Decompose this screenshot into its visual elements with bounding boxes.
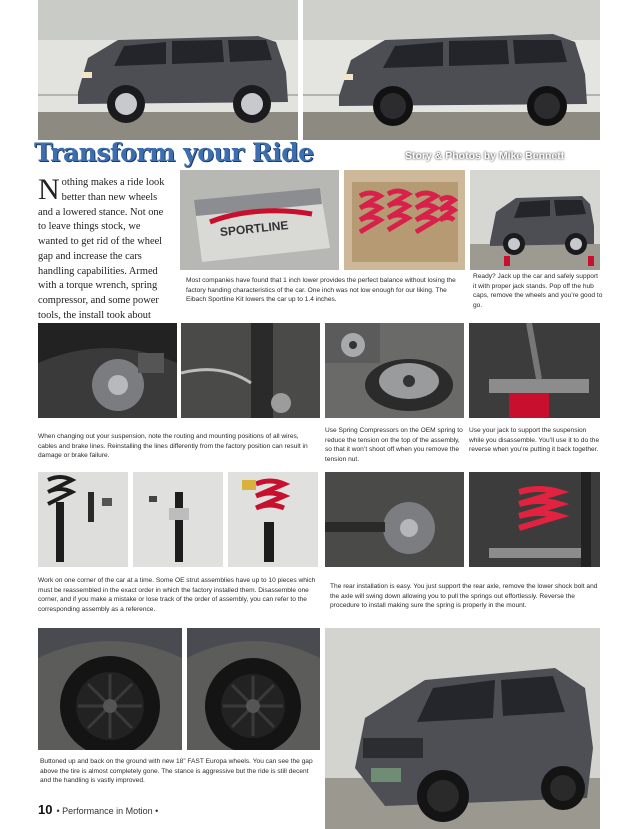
- page-footer: [38, 802, 158, 817]
- intro-paragraph: [38, 173, 166, 338]
- rear-spring-photo: [469, 472, 600, 567]
- after-car-photo: [303, 0, 600, 140]
- intro-text: othing makes a ride look better than new wheels and a lowered stance. Not one to leave things stock, we wanted to get rid of the wheel gap and increase the cars handling capabilities. Armed with a torque wrench, spring compressor, and some power tools, the install took about: [38, 177, 165, 321]
- caption-wheels: Buttoned up and back on the ground with new 18” FAST Europa wheels. You can see the gap above the tire is almost completely gone. The stance is aggressive but the ride is still decent and the handling is vastly improved.: [40, 758, 313, 785]
- finished-car-photo: [325, 628, 600, 829]
- wheel-well-photo: [38, 323, 177, 418]
- caption-jack: Ready? Jack up the car and safely support it with proper jack stands. Pop off the hub caps, remove the wheels and you’re good to go.: [473, 273, 603, 309]
- drop-cap: N: [38, 173, 60, 206]
- article-byline: Story & Photos by Mike Bennett: [405, 150, 565, 162]
- strut-partial-photo: [133, 472, 223, 567]
- jack-support-photo: [469, 323, 600, 418]
- spring-compressor-photo: [325, 323, 464, 418]
- front-wheel-photo: [38, 628, 182, 750]
- publication-name: • Performance in Motion •: [56, 806, 159, 816]
- caption-compressor: Use Spring Compressors on the OEM spring to reduce the tension on the top of the assembly, so that it won’t shoot off when you remove the tension nut.: [325, 427, 463, 463]
- strut-lines-photo: [181, 323, 320, 418]
- page-number: 10: [38, 802, 53, 817]
- before-car-photo: [38, 0, 298, 140]
- rear-wheel-photo: [187, 628, 320, 750]
- caption-corner: Work on one corner of the car at a time. Some OE strut assemblies have up to 10 pieces which must be reassembled in the exact order in which the factory installed them. Disassemble one corner, and if you make a mistake or lose track of the order of assembly, you can refer to the corresponding assembly as a reference.: [38, 577, 316, 613]
- springs-box-photo: [344, 170, 465, 270]
- new-strut-assembly-photo: [228, 472, 318, 567]
- rear-axle-photo: [325, 472, 464, 567]
- article-title: Transform your Ride: [34, 138, 314, 167]
- sportline-box-photo: [180, 170, 339, 270]
- caption-springs: Most companies have found that 1 inch lower provides the perfect balance without losing the factory handing characteristics of the car. One inch was not low enough for our liking. The Eibach Sportline Kit lowers the car up to 1.4 inches.: [186, 277, 456, 304]
- caption-routing: When changing out your suspension, note the routing and mounting positions of all wires, cables and brake lines. Reinstalling the lines differently from the factory position can result in damage or brake failure.: [38, 433, 308, 460]
- jacked-car-photo: [470, 170, 600, 270]
- oem-strut-parts-photo: [38, 472, 128, 567]
- caption-rear: The rear installation is easy. You just support the rear axle, remove the lower shock bolt and the axle will swing down allowing you to pull the springs out effortlessly. Reverse the procedure to install making sure the spring is properly in the mount.: [330, 583, 598, 610]
- box-brand-text: SPORTLINE: [219, 218, 290, 240]
- caption-support: Use your jack to support the suspension while you disassemble. You’ll use it to do the reverse when you’re putting it back together.: [469, 427, 600, 454]
